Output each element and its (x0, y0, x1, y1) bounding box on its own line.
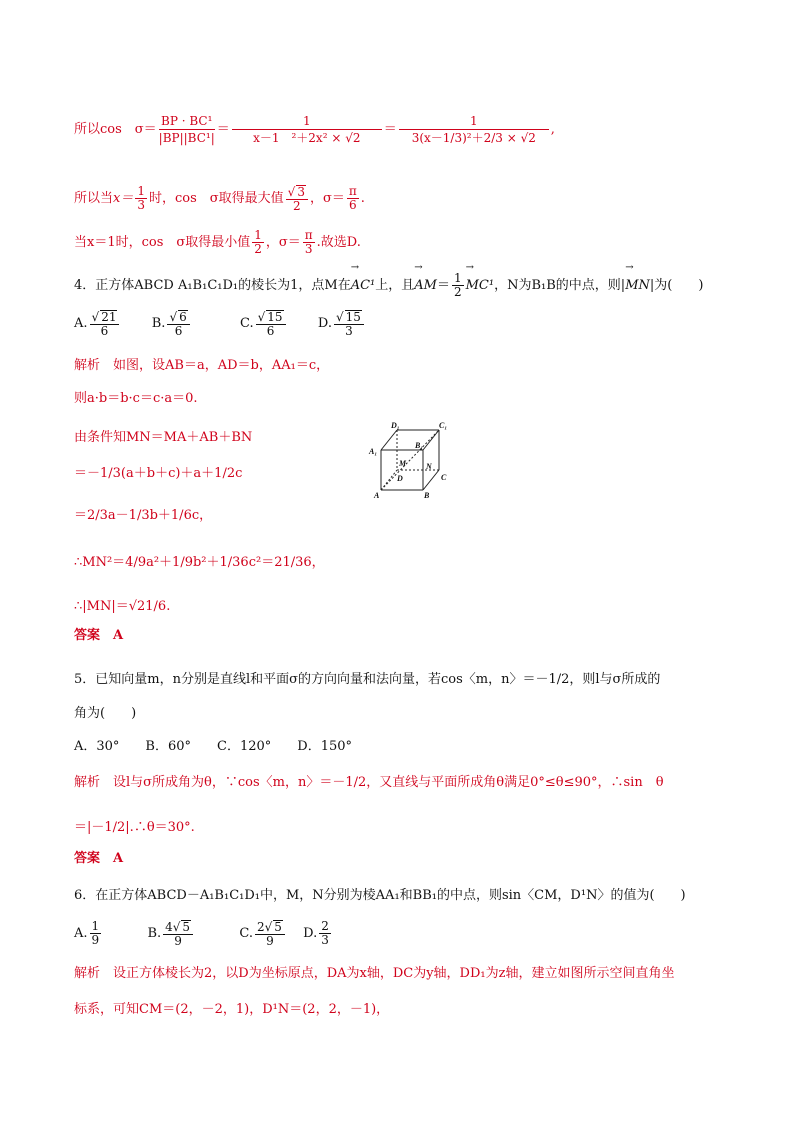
option-b[interactable]: B. $\frac{4√ 5}{9}$ (147, 926, 195, 941)
cube-diagram (367, 418, 457, 500)
label-a: A (374, 491, 380, 500)
text: ，N为B₁B的中点，则| (494, 278, 626, 293)
q4-solution-7: ∴|MN|＝√21/6. (74, 599, 171, 614)
q5-answer: 答案 A (74, 851, 124, 866)
label-n: N (426, 462, 432, 471)
vector-am: → AM (414, 273, 437, 299)
option-a[interactable]: A. $\frac{√ 21}{6}$ (74, 316, 121, 331)
equals-sign: ＝ (383, 122, 397, 137)
text: ，σ＝ (265, 235, 301, 250)
text: . (360, 191, 365, 206)
comma: , (550, 122, 555, 137)
label-d1: D₁ (391, 421, 400, 430)
text: 上，且 (375, 278, 415, 293)
vector-ac1: → AC¹ (351, 273, 376, 299)
option-a[interactable]: A. $\frac{1}{9}$ (74, 919, 100, 947)
vector-mn: → MN (625, 273, 650, 299)
cube-edge (423, 430, 439, 450)
q5-stem-2: 角为( ) (74, 706, 137, 721)
text: ＝ (436, 278, 450, 293)
label-b: B (424, 491, 430, 500)
cube-edge-hidden (381, 470, 397, 490)
q4-solution-4: ＝－1/3(a＋b＋c)＋a＋1/2c (74, 466, 243, 481)
q4-answer: 答案 A (74, 628, 124, 643)
vector-mc1: → MC¹ (466, 273, 494, 299)
fraction-sqrt3-over-2: $\frac{√ 3}{2}$ (286, 185, 308, 213)
text-prefix: 所以cos σ＝ (74, 122, 157, 137)
fraction-one-half: $\frac{1}{2}$ (254, 228, 262, 256)
q6-options (74, 916, 333, 952)
text: 4．正方体ABCD A₁B₁C₁D₁的棱长为1，点M在 (74, 278, 351, 293)
label-c: C (441, 473, 447, 482)
q4-stem (74, 272, 703, 299)
fraction-one-third: $\frac{1}{3}$ (137, 184, 145, 212)
fraction-3: $\frac{1}{\text{3(x－1/3)²＋2/3 × √2}}$ (399, 113, 549, 146)
option-d[interactable]: D. $\frac{√ 15}{3}$ (318, 316, 366, 331)
q6-stem: 6．在正方体ABCD－A₁B₁C₁D₁中，M，N分别为棱AA₁和BB₁的中点，则sin〈CM，D¹N〉的值为( ) (74, 888, 686, 903)
text: 时，cos σ取得最大值 (149, 191, 284, 206)
fraction-pi-over-6: $\frac{\pi}{6}$ (348, 184, 357, 212)
fraction-1: $\frac{\text{BP · BC¹}}{\text{|BP||BC¹|}}$ (158, 114, 215, 145)
solution-line-cos-sigma (74, 110, 555, 150)
label-c1: C₁ (439, 421, 448, 430)
option-c[interactable]: C. $\frac{√ 15}{6}$ (240, 316, 288, 331)
q4-solution-6: ∴MN²＝4/9a²＋1/9b²＋1/36c²＝21/36， (74, 555, 325, 570)
q6-solution-2: 标系，可知CM＝(2，－2，1)，D¹N＝(2，2，－1)， (74, 1002, 390, 1017)
option-c[interactable]: C. $\frac{2√ 5}{9}$ (239, 926, 287, 941)
text: .故选D. (316, 235, 361, 250)
fraction-pi-over-3: $\frac{\pi}{3}$ (304, 228, 313, 256)
q4-solution-2: 则a·b＝b·c＝c·a＝0. (74, 391, 198, 406)
label-a1: A₁ (369, 447, 378, 456)
q5-stem-1: 5．已知向量m，n分别是直线l和平面σ的方向向量和法向量，若cos〈m，n〉＝－1/2，则l与σ所成的 (74, 672, 661, 687)
text: x＝ (113, 191, 134, 206)
q6-solution-1: 解析 设正方体棱长为2，以D为坐标原点，DA为x轴，DC为y轴，DD₁为z轴，建立如图所示空间直角坐 (74, 966, 675, 981)
cube-edge (381, 430, 397, 450)
option-d[interactable]: D. $\frac{2}{3}$ (303, 919, 329, 947)
text: |为( ) (649, 278, 704, 293)
q5-solution-1: 解析 设l与σ所成角为θ，∵cos〈m，n〉＝－1/2，又直线与平面所成角θ满足0°≤θ≤90°，∴sin θ (74, 775, 664, 790)
q4-options (74, 306, 366, 342)
q5-solution-2: ＝|－1/2|.∴θ＝30°. (74, 820, 195, 835)
q4-solution-1: 解析 如图，设AB＝a，AD＝b，AA₁＝c， (74, 358, 330, 373)
label-b1: B₁ (415, 441, 424, 450)
equals-sign: ＝ (216, 122, 230, 137)
option-b[interactable]: B. $\frac{√ 6}{6}$ (152, 316, 192, 331)
label-m: M (399, 459, 407, 468)
solution-line-max (74, 184, 365, 214)
text: 所以当 (74, 191, 114, 206)
text: ，σ＝ (309, 191, 345, 206)
q5-options[interactable]: A．30° B．60° C．120° D．150° (74, 739, 353, 754)
fraction-one-half: $\frac{1}{2}$ (453, 271, 462, 299)
q4-solution-5: ＝2/3a－1/3b＋1/6c， (74, 508, 213, 523)
q4-solution-3: 由条件知MN＝MA＋AB＋BN (74, 430, 253, 445)
cube-edge (423, 470, 439, 490)
solution-line-min (74, 228, 361, 258)
text: 当x＝1时，cos σ取得最小值 (74, 235, 251, 250)
fraction-2: $\frac{1}{\text{x－1 ²＋2x² × √2}}$ (232, 113, 382, 146)
label-d: D (397, 474, 403, 483)
